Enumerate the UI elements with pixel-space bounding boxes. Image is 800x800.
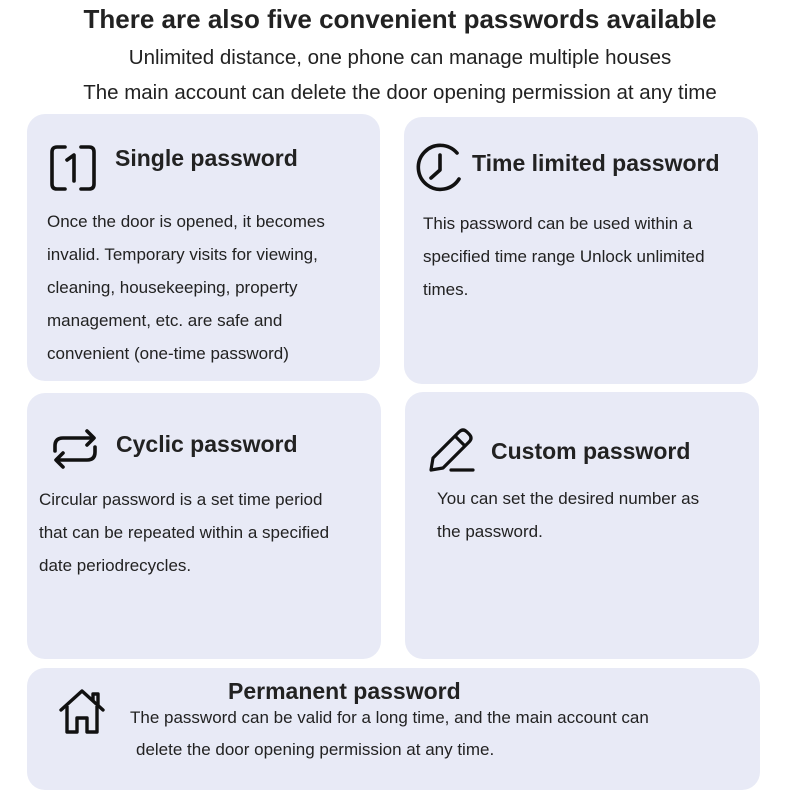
description-line: times. [423,280,469,299]
permanent-password-title: Permanent password [228,678,461,704]
description-line: specified time range Unlock unlimited [423,247,705,266]
description-line: Circular password is a set time period [39,490,323,509]
description-line: date periodrecycles. [39,556,192,575]
description-line: invalid. Temporary visits for viewing, [47,245,318,264]
description-line: convenient (one-time password) [47,344,289,363]
subtitle-permission: The main account can delete the door opening permission at any time [83,81,717,104]
time-limited-password-title: Time limited password [472,150,720,176]
description-line: You can set the desired number as [437,489,700,508]
subtitle-distance: Unlimited distance, one phone can manage multiple houses [128,46,672,69]
page-title: There are also five convenient passwords available [83,4,717,34]
single-password-description [47,205,325,370]
clock-icon [413,141,467,195]
time-limited-password-description [423,207,705,306]
description-line: management, etc. are safe and [47,311,283,330]
description-line: delete the door opening permission at any time. [136,740,495,759]
description-line: the password. [437,522,543,541]
custom-password-description [437,482,699,548]
custom-password-title: Custom password [491,438,691,464]
card-time-limited-password [404,117,758,384]
home-icon [57,688,107,736]
description-line: This password can be used within a [423,214,693,233]
card-custom-password [405,392,759,659]
description-line: The password can be valid for a long time, and the main account can [130,708,649,727]
card-cyclic-password [27,393,381,659]
card-permanent-password [27,668,760,790]
cyclic-password-description [39,483,329,582]
description-line: cleaning, housekeeping, property [47,278,298,297]
description-line: Once the door is opened, it becomes [47,212,325,231]
permanent-password-description [130,702,649,766]
number-one-icon [49,144,97,192]
single-password-title: Single password [115,145,298,171]
cyclic-password-title: Cyclic password [116,431,298,457]
description-line: that can be repeated within a specified [39,523,330,542]
pencil-edit-icon [427,424,477,474]
cycle-arrows-icon [47,429,103,469]
card-single-password [27,114,380,381]
